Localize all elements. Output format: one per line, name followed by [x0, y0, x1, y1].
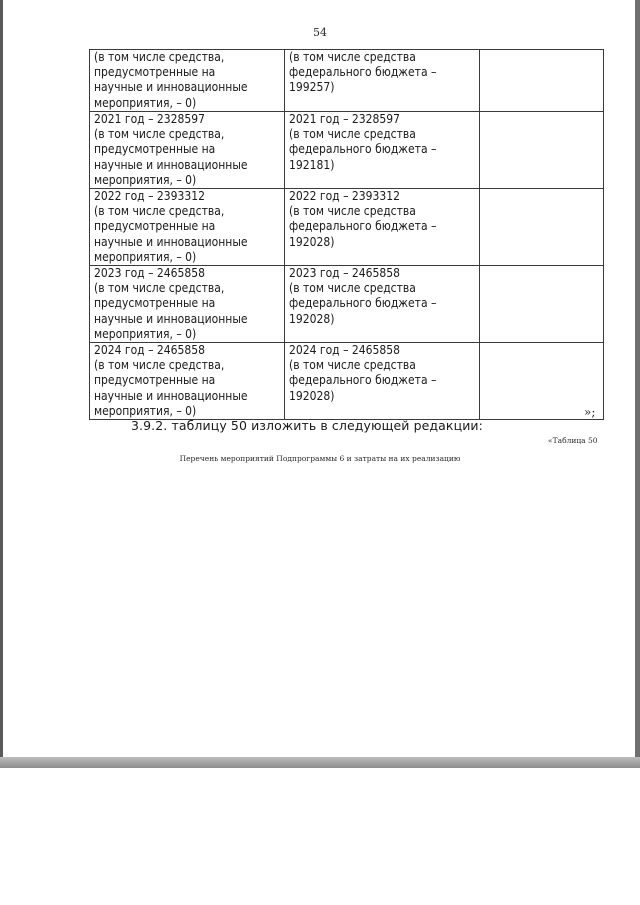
- table-row: [90, 50, 604, 112]
- table-row: [90, 189, 604, 266]
- table-cell-federal-funding: 2022 год – 2393312 (в том числе средства федерального бюджета – 192028): [285, 189, 480, 266]
- table-row: [90, 112, 604, 189]
- funding-table: [89, 49, 604, 420]
- table-caption: «Таблица 50: [548, 436, 598, 445]
- table-row: [90, 266, 604, 343]
- page-number: 54: [313, 26, 327, 39]
- page-edge-left: [0, 0, 3, 768]
- table-cell-empty: [480, 189, 604, 266]
- table-cell-research-funding: 2022 год – 2393312 (в том числе средства, предусмотренные на научные и инновационные мероприятия, – 0): [90, 189, 285, 266]
- table-cell-research-funding: 2021 год – 2328597 (в том числе средства, предусмотренные на научные и инновационные мероприятия, – 0): [90, 112, 285, 189]
- table-cell-federal-funding: (в том числе средства федерального бюджета – 199257): [285, 50, 480, 112]
- table-title: Перечень мероприятий Подпрограммы 6 и затраты на их реализацию: [179, 454, 461, 463]
- table-cell-empty: [480, 112, 604, 189]
- table-cell-federal-funding: 2021 год – 2328597 (в том числе средства федерального бюджета – 192181): [285, 112, 480, 189]
- table-cell-federal-funding: 2023 год – 2465858 (в том числе средства федерального бюджета – 192028): [285, 266, 480, 343]
- table-cell-empty: [480, 50, 604, 112]
- table-row: [90, 343, 604, 420]
- table-cell-federal-funding: 2024 год – 2465858 (в том числе средства федерального бюджета – 192028): [285, 343, 480, 420]
- table-cell-empty: [480, 266, 604, 343]
- table-cell-research-funding: 2024 год – 2465858 (в том числе средства, предусмотренные на научные и инновационные мероприятия, – 0): [90, 343, 285, 420]
- page-bottom-edge: [0, 757, 640, 768]
- page-edge-right: [635, 0, 640, 768]
- table-cell-research-funding: (в том числе средства, предусмотренные на научные и инновационные мероприятия, – 0): [90, 50, 285, 112]
- table-cell-research-funding: 2023 год – 2465858 (в том числе средства, предусмотренные на научные и инновационные мероприятия, – 0): [90, 266, 285, 343]
- closing-quote-mark: »;: [584, 405, 596, 419]
- amendment-instruction: 3.9.2. таблицу 50 изложить в следующей редакции:: [131, 418, 483, 433]
